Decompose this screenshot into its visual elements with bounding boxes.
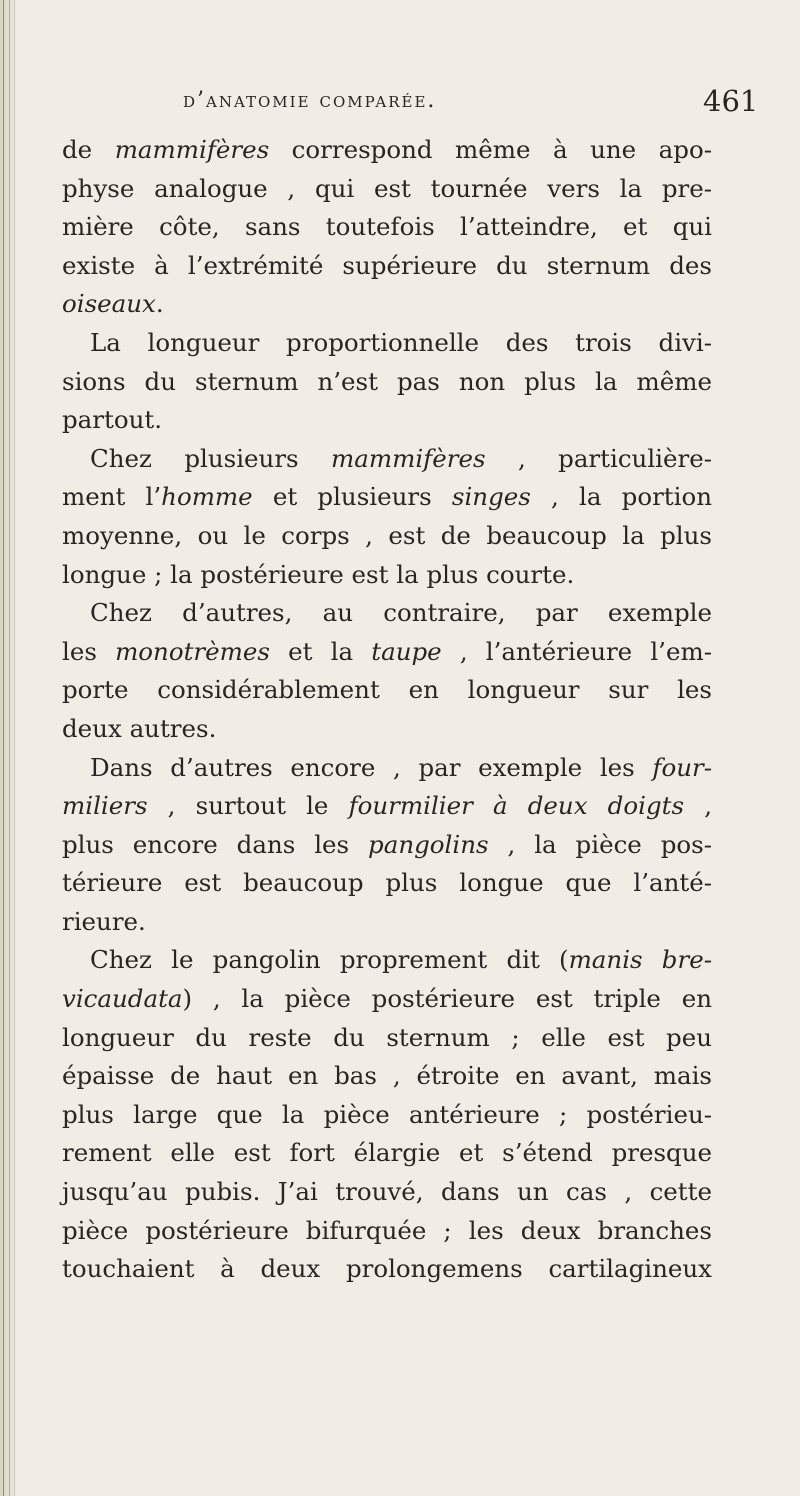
text-line — [62, 517, 712, 556]
text-line — [62, 1019, 712, 1058]
text-run: correspond même à une apo- — [269, 135, 712, 164]
text-run: porte considérablement en longueur sur les — [62, 675, 712, 705]
text-line — [62, 749, 712, 788]
page-number: 461 — [703, 84, 759, 118]
text-line — [62, 826, 712, 865]
italic-term: taupe — [371, 636, 442, 666]
page-edge-line — [9, 0, 10, 1496]
text-run: épaisse de haut en bas , étroite en avant, mais — [62, 1061, 712, 1091]
text-run: ment l’ — [62, 482, 162, 512]
text-line — [62, 556, 712, 595]
text-line — [62, 208, 712, 247]
text-run: sions du sternum n’est pas non plus la même — [62, 366, 712, 396]
text-run: , la pièce pos- — [488, 829, 712, 859]
text-line — [62, 787, 712, 826]
text-run: Chez plusieurs — [90, 443, 332, 473]
text-run: deux autres. — [62, 713, 217, 743]
italic-term: manis bre- — [568, 945, 712, 975]
italic-term: pangolins — [368, 829, 489, 859]
italic-term: fourmilier à deux doigts — [348, 791, 685, 821]
text-run: , la portion — [530, 482, 712, 512]
text-line — [62, 864, 712, 903]
text-line — [62, 594, 712, 633]
text-line — [62, 363, 712, 402]
italic-term: oiseaux — [62, 289, 156, 319]
text-line — [62, 1057, 712, 1096]
text-line — [62, 1173, 712, 1212]
italic-term: four- — [652, 752, 712, 782]
text-run: . — [155, 289, 164, 319]
text-run: partout. — [62, 405, 163, 435]
text-run: existe à l’extrémité supérieure du sternum des — [62, 250, 712, 280]
text-line — [62, 980, 712, 1019]
italic-term: vicaudata — [62, 984, 183, 1014]
text-line — [62, 170, 712, 209]
page-edge-line — [3, 0, 4, 1496]
italic-term: mammifères — [114, 135, 270, 164]
text-run: , — [684, 791, 712, 821]
italic-term: miliers — [62, 791, 148, 821]
italic-term: homme — [161, 482, 253, 512]
text-run: ) , la pièce postérieure est triple en — [182, 984, 712, 1014]
text-line — [62, 1134, 712, 1173]
text-run: longue ; la postérieure est la plus courte. — [62, 559, 575, 589]
text-run: La longueur proportionnelle des trois divi- — [90, 327, 712, 357]
text-run: Dans d’autres encore , par exemple les — [90, 752, 653, 782]
text-run: Chez d’autres, au contraire, par exemple — [90, 598, 712, 628]
text-run: moyenne, ou le corps , est de beaucoup la plus — [62, 520, 712, 550]
text-line — [62, 131, 712, 170]
text-run: longueur du reste du sternum ; elle est peu — [62, 1022, 712, 1052]
text-line — [62, 478, 712, 517]
body-text — [62, 131, 712, 1289]
text-line — [62, 1250, 712, 1289]
text-line — [62, 401, 712, 440]
page-header — [0, 84, 800, 124]
text-line — [62, 324, 712, 363]
text-run: , particulière- — [485, 443, 712, 473]
text-run: plus encore dans les — [62, 829, 369, 859]
text-run: de — [62, 135, 115, 164]
page-edge-line — [14, 0, 15, 1496]
text-run: Chez le pangolin proprement dit ( — [90, 945, 569, 975]
text-run: , surtout le — [147, 791, 349, 821]
text-run: plus large que la pièce antérieure ; postérieu- — [62, 1099, 712, 1129]
text-line — [62, 247, 712, 286]
text-run: touchaient à deux prolongemens cartilagineux — [62, 1254, 712, 1284]
italic-term: mammifères — [331, 443, 486, 473]
text-run: jusqu’au pubis. J’ai trouvé, dans un cas , cette — [62, 1177, 712, 1207]
running-head: d’anatomie comparée. — [183, 88, 437, 113]
text-run: mière côte, sans toutefois l’atteindre, et qui — [62, 212, 712, 242]
text-run: , l’antérieure l’em- — [441, 636, 712, 666]
text-line — [62, 633, 712, 672]
text-run: térieure est beaucoup plus longue que l’anté- — [62, 868, 712, 898]
text-line — [62, 1212, 712, 1251]
text-run: et plusieurs — [252, 482, 452, 512]
italic-term: monotrèmes — [115, 636, 270, 666]
text-line — [62, 671, 712, 710]
text-line — [62, 710, 712, 749]
text-line — [62, 285, 712, 324]
text-line — [62, 1096, 712, 1135]
text-run: et la — [269, 636, 372, 666]
text-run: les — [62, 636, 116, 666]
text-line — [62, 941, 712, 980]
italic-term: singes — [451, 482, 531, 512]
text-run: pièce postérieure bifurquée ; les deux branches — [62, 1215, 712, 1245]
text-line — [62, 440, 712, 479]
text-run: rement elle est fort élargie et s’étend presque — [62, 1138, 712, 1168]
text-line — [62, 903, 712, 942]
text-run: physe analogue , qui est tournée vers la pre- — [62, 173, 712, 203]
text-run: rieure. — [62, 906, 146, 936]
